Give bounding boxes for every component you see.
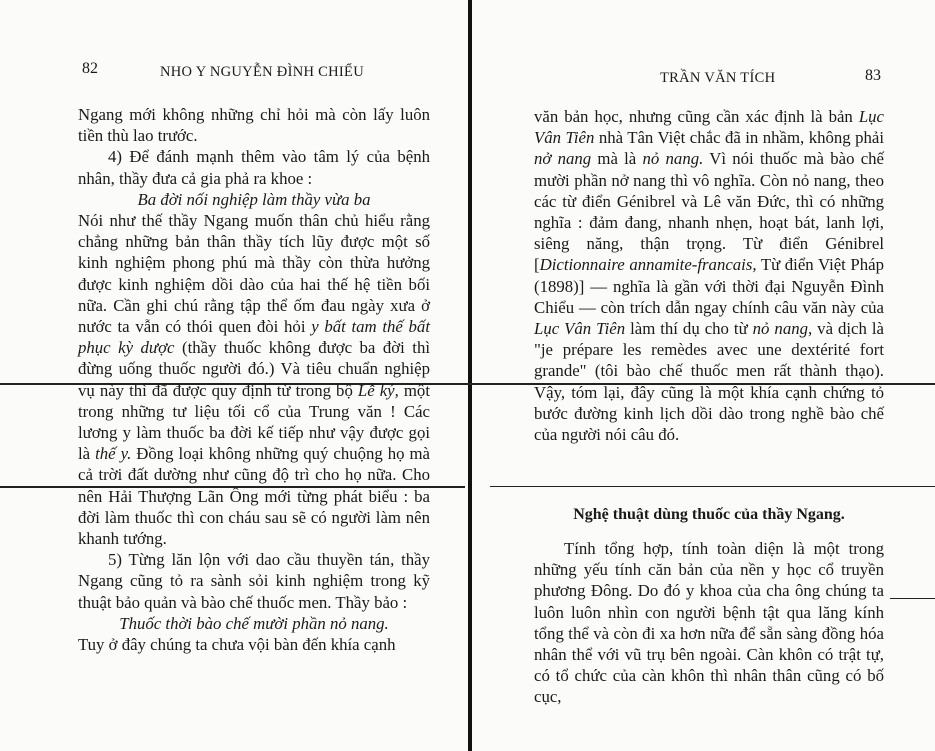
book-gutter [468,0,472,751]
paragraph: Ngang mới không những chỉ hỏi mà còn lấy luôn tiền thù lao trước. [78,105,430,146]
scan-artifact-line [890,598,935,599]
paragraph: 5) Từng lăn lộn với dao cầu thuyền tán, thầy Ngang cũng tỏ ra sành sỏi kinh nghiệm trong kỹ thuật bảo quản và bào chế thuốc men. Thầy bảo : [78,550,430,612]
paragraph: 4) Để đánh mạnh thêm vào tâm lý của bệnh nhân, thầy đưa cả gia phả ra khoe : [78,147,430,188]
left-body-text [78,104,430,655]
paragraph: văn bản học, nhưng cũng cần xác định là bản Lục Vân Tiên nhà Tân Việt chắc đã in nhầm, không phải nở nang mà là nỏ nang. Vì nói thuốc mà bào chế mười phần nở nang thì vô nghĩa. Còn nỏ nang, theo các từ điển Génibrel và Lê văn Đức, thì có những nghĩa : đảm đang, nhanh nhẹn, hoạt bát, lanh lợi, siêng năng, thận trọng. Từ điển Génibrel [Dictionnaire annamite-francais, Từ điển Việt Pháp (1898)] — nghĩa là gần với thời đại Nguyễn Đình Chiểu — còn trích dẫn ngay chính câu văn này của Lục Vân Tiên làm thí dụ cho từ nỏ nang, và dịch là "je prépare les remèdes avec une dextérité fort grande" (tôi bào chế thuốc men rất thành thạo). Vậy, tóm lại, đây cũng là một khía cạnh chứng tỏ bước đường kinh lịch dồi dào trong nghề bào chế của người nói câu đó. [534,107,885,445]
right-body-text [534,538,884,708]
running-header: TRẦN VĂN TÍCH [660,70,776,86]
paragraph: Tuy ở đây chúng ta chưa vội bàn đến khía cạnh [78,635,396,655]
page-number: 82 [82,60,98,77]
verse-citation: Ba đời nối nghiệp làm thầy vừa ba [137,189,371,209]
paragraph: Tính tổng hợp, tính toàn diện là một trong những yếu tính căn bản của nền y học cổ truyền phương Đông. Do đó y khoa của cha ông chúng ta luôn luôn nhìn con người bệnh tật qua lăng kính tổng thể và còn đi xa hơn nữa để sẵn sàng đồng hóa nhân thể với vũ trụ bên ngoài. Càn khôn có trật tự, có tổ chức của càn khôn thì nhân thân cũng có bố cục, [534,539,884,707]
scan-artifact-line [490,486,935,487]
verse-citation: Thuốc thời bào chế mười phần nỏ nang. [119,613,389,633]
paragraph: Nói như thế thầy Ngang muốn thân chủ hiểu rằng chẳng những bản thân thầy tích lũy được một số kinh nghiệm phong phú mà thầy còn thừa hưởng được kinh nghiệm dồi dào của hai thế hệ tiền bối nữa. Cần ghi chú rằng tập thể ốm đau ngày xưa ở nước ta vẫn có thói quen đòi hỏi y bất tam thế bất phục kỳ dược (thầy thuốc không được ba đời thì đừng uống thuốc người đó.) Và tiêu chuẩn nghiệp vụ này thì đã được quy định từ trong bộ Lễ ký, một trong những tư liệu tối cổ của Trung văn ! Các lương y làm thuốc ba đời kế tiếp như vậy được gọi là thế y. Đồng loại không những quý chuộng họ mà cả trời đất dường như cũng độ trì cho họ nữa. Cho nên Hải Thượng Lãn Ông mới từng phát biểu : ba đời làm thuốc thì con cháu sau sẽ có người làm nên khanh tướng. [78,211,431,549]
running-header: NHO Y NGUYỄN ĐÌNH CHIỂU [160,64,364,80]
section-heading: Nghệ thuật dùng thuốc của thầy Ngang. [573,506,845,523]
page-number: 83 [865,67,881,84]
right-body-text [534,106,884,445]
